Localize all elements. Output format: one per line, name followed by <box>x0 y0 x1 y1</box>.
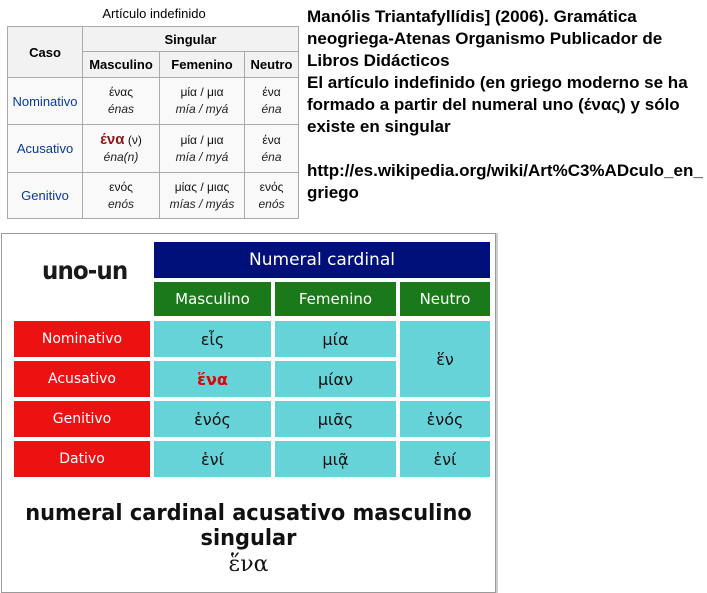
greek-form: μία / μια <box>180 132 224 147</box>
case-genitivo: Genitivo <box>12 399 152 439</box>
header-singular: Singular <box>83 27 299 52</box>
transliteration: enós <box>258 196 285 211</box>
cell-neu <box>245 78 299 125</box>
case-dativo: Dativo <box>12 439 152 479</box>
info-text <box>307 6 703 204</box>
article-table <box>7 26 299 219</box>
highlighted-greek-form: ένα <box>100 131 125 148</box>
cell-gen-neu: ἑνός <box>398 399 492 439</box>
greek-suffix: (ν) <box>127 133 142 147</box>
table-row <box>8 173 299 219</box>
footer-label: numeral cardinal acusativo masculino singular <box>25 501 472 551</box>
cell-masc <box>83 125 160 173</box>
header-caso: Caso <box>8 27 83 78</box>
transliteration: mías / myás <box>169 196 235 211</box>
case-link-genitivo[interactable]: Genitivo <box>8 173 83 219</box>
footer-word: ἕνα <box>228 552 269 577</box>
gender-header-neutro: Neutro <box>398 280 492 318</box>
transliteration: éna <box>261 149 282 164</box>
cell-gen-masc: ἑνός <box>152 399 273 439</box>
cell-acc-masc: ἕνα <box>152 359 273 399</box>
cell-neu <box>245 125 299 173</box>
panel-title: uno-un <box>42 256 128 285</box>
transliteration: mía / myá <box>175 149 229 164</box>
cell-dat-neu: ἑνί <box>398 439 492 479</box>
cell-nom-masc: εἷς <box>152 319 273 359</box>
description: El artículo indefinido (en griego moderno se ha formado a partir del numeral uno (ένας) y sólo existe en singular <box>307 73 688 136</box>
greek-form: ενός <box>109 179 133 194</box>
greek-form: ένα <box>262 132 281 147</box>
transliteration: énas <box>107 102 135 116</box>
table-row <box>8 125 299 173</box>
cell-nom-fem: μία <box>273 319 398 359</box>
header-neutro: Neutro <box>245 52 299 78</box>
citation: Manólis Triantafyllídis] (2006). Gramática neogriega-Atenas Organismo Publicador de Libros Didácticos <box>307 7 663 70</box>
transliteration: enós <box>107 196 135 211</box>
table-row <box>8 78 299 125</box>
cell-dat-fem: μιᾷ <box>273 439 398 479</box>
cell-masc <box>83 78 160 125</box>
numeral-cardinal-header: Numeral cardinal <box>154 242 490 278</box>
transliteration: éna <box>261 102 282 116</box>
transliteration: éna(n) <box>103 150 139 164</box>
numeral-cardinal-image <box>1 233 496 593</box>
case-acusativo: Acusativo <box>12 359 152 399</box>
article-table-caption: Artículo indefinido <box>102 6 206 21</box>
cell-fem <box>160 78 245 125</box>
cell-neu <box>245 173 299 219</box>
greek-form: ένα <box>262 85 281 99</box>
cell-acc-fem: μίαν <box>273 359 398 399</box>
cell-fem <box>160 173 245 219</box>
greek-form: μία / μια <box>180 85 224 99</box>
cell-masc <box>83 173 160 219</box>
gender-header-femenino: Femenino <box>273 280 398 318</box>
source-url[interactable]: http://es.wikipedia.org/wiki/Art%C3%ADculo_en_griego <box>307 161 703 202</box>
cell-fem <box>160 125 245 173</box>
greek-form: μίας / μιας <box>174 179 230 194</box>
gender-header-masculino: Masculino <box>152 280 273 318</box>
header-femenino: Femenino <box>160 52 245 78</box>
greek-form: ενός <box>259 179 284 194</box>
greek-form: ένας <box>108 85 134 99</box>
cell-gen-fem: μιᾶς <box>273 399 398 439</box>
cell-dat-masc: ἑνί <box>152 439 273 479</box>
case-nominativo: Nominativo <box>12 319 152 359</box>
cell-nom-acc-neu: ἕν <box>398 319 492 399</box>
transliteration: mía / myá <box>175 102 229 116</box>
header-masculino: Masculino <box>83 52 160 78</box>
case-link-nominativo[interactable]: Nominativo <box>8 78 83 125</box>
case-link-acusativo[interactable]: Acusativo <box>8 125 83 173</box>
